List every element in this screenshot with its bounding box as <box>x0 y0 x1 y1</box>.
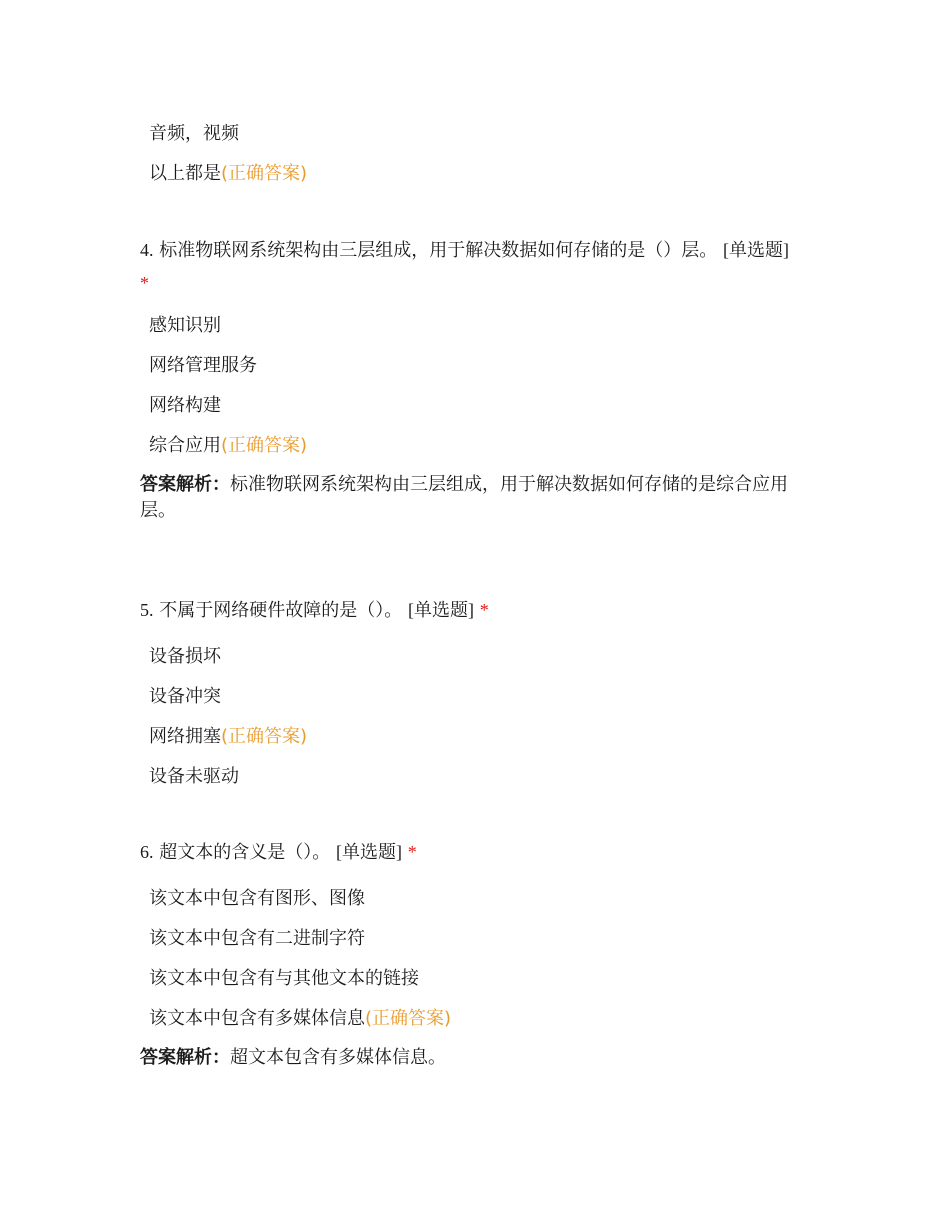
question-number: 4. <box>140 240 154 260</box>
correct-answer-marker: (正确答案) <box>221 726 308 747</box>
option-text: 网络构建 <box>149 395 221 416</box>
q6-option-b <box>149 927 365 951</box>
question-type: [单选题] <box>722 240 789 260</box>
q5-question <box>140 594 820 627</box>
required-star: * <box>479 600 489 620</box>
correct-answer-marker: (正确答案) <box>365 1008 452 1029</box>
analysis-label: 答案解析： <box>140 474 230 495</box>
q6-option-d <box>149 1007 451 1031</box>
option-text: 设备未驱动 <box>149 766 239 787</box>
q3-option-d <box>149 162 307 186</box>
q5-option-d <box>149 765 239 789</box>
q6-question <box>140 836 820 869</box>
correct-answer-marker: (正确答案) <box>221 163 308 184</box>
q6-option-a <box>149 887 365 911</box>
analysis-label: 答案解析： <box>140 1047 230 1068</box>
required-star: * <box>140 273 149 293</box>
analysis-text: 超文本包含有多媒体信息。 <box>230 1047 446 1068</box>
option-text: 该文本中包含有图形、图像 <box>149 888 365 909</box>
option-text: 感知识别 <box>149 315 221 336</box>
correct-answer-marker: (正确答案) <box>221 435 308 456</box>
q6-option-c <box>149 967 419 991</box>
question-number: 5. <box>140 600 154 620</box>
q4-option-d <box>149 434 307 458</box>
q4-option-c <box>149 394 221 418</box>
q5-option-c <box>149 725 307 749</box>
question-type: [单选题] <box>407 600 474 620</box>
option-text: 网络拥塞 <box>149 726 221 747</box>
option-text: 设备冲突 <box>149 686 221 707</box>
question-number: 6. <box>140 842 154 862</box>
question-type: [单选题] <box>335 842 402 862</box>
q5-option-a <box>149 645 221 669</box>
q5-option-b <box>149 685 221 709</box>
q3-option-c <box>149 122 239 146</box>
question-text: 不属于网络硬件故障的是（）。 <box>153 600 403 621</box>
option-text: 音频，视频 <box>149 123 239 144</box>
q4-analysis <box>140 472 820 524</box>
option-text: 网络管理服务 <box>149 355 257 376</box>
option-text: 综合应用 <box>149 435 221 456</box>
option-text: 设备损坏 <box>149 646 221 667</box>
question-text: 超文本的含义是（）。 <box>153 842 331 863</box>
option-text: 该文本中包含有多媒体信息 <box>149 1008 365 1029</box>
q6-analysis <box>140 1045 820 1071</box>
q4-option-a <box>149 314 221 338</box>
option-text: 以上都是 <box>149 163 221 184</box>
analysis-text: 标准物联网系统架构由三层组成，用于解决数据如何存储的是综合应用层。 <box>140 474 788 521</box>
question-text: 标准物联网系统架构由三层组成，用于解决数据如何存储的是（）层。 <box>153 240 718 261</box>
required-star: * <box>407 842 417 862</box>
option-text: 该文本中包含有与其他文本的链接 <box>149 968 419 989</box>
q4-question <box>140 234 820 300</box>
option-text: 该文本中包含有二进制字符 <box>149 928 365 949</box>
q4-option-b <box>149 354 257 378</box>
